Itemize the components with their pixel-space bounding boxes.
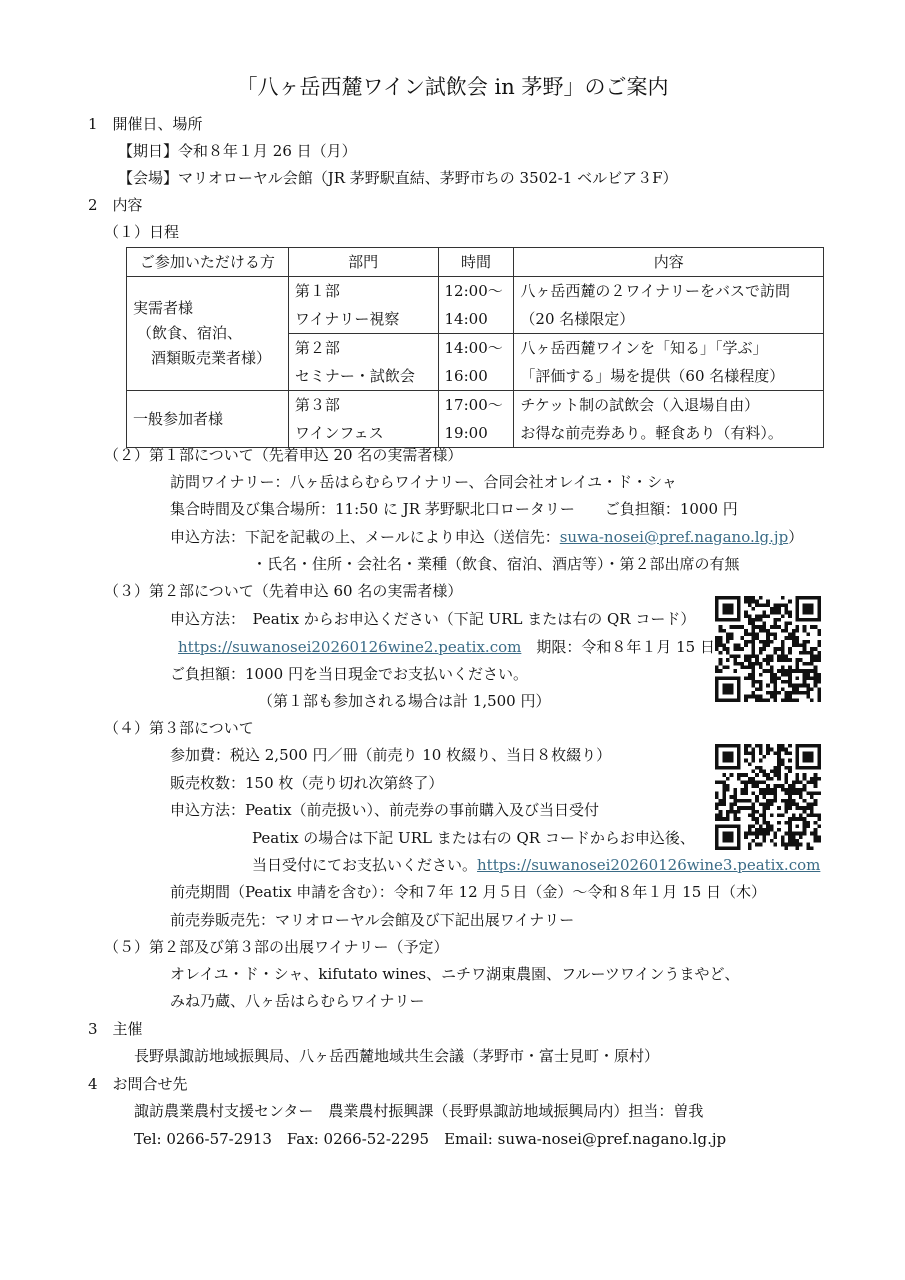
part3-presale-period: 前売期間（Peatix 申請を含む）：令和７年 12 月５日（金）〜令和８年１月 15 日（木） xyxy=(170,883,767,901)
part2-url-line xyxy=(178,637,715,657)
time-end: 16:00 xyxy=(444,367,488,385)
exhibitors-list-cont: みね乃蔵、八ヶ岳はらむらワイナリー xyxy=(170,992,425,1010)
part1-apply-close: ） xyxy=(788,528,804,546)
part3-apply: 申込方法：Peatix（前売扱い）、前売券の事前購入及び当日受付 xyxy=(170,801,600,819)
header-participants: ご参加いただける方 xyxy=(127,248,289,277)
department-desc: ワイナリー視察 xyxy=(294,310,400,328)
header-time: 時間 xyxy=(438,248,514,277)
time-cell xyxy=(438,391,514,448)
part1-heading: （２）第１部について（先着申込 20 名の実需者様） xyxy=(104,446,463,464)
page-title: 「八ヶ岳西麓ワイン試飲会 in 茅野」のご案内 xyxy=(236,75,669,99)
schedule-heading: （１）日程 xyxy=(104,223,180,241)
part1-apply xyxy=(170,527,803,547)
time-start: 12:00〜 xyxy=(444,282,503,300)
part2-fee-note: （第１部も参加される場合は計 1,500 円） xyxy=(258,692,551,710)
event-date: 【期日】令和８年１月 26 日（月） xyxy=(118,142,357,160)
part2-deadline: 期限：令和８年１月 15 日 xyxy=(521,638,715,656)
peatix-link-part2[interactable]: https://suwanosei20260126wine2.peatix.com xyxy=(178,638,522,656)
part3-apply-peatix: Peatix の場合は下記 URL または右の QR コードからお申込後、 xyxy=(252,829,695,847)
part1-meeting: 集合時間及び集合場所：11:50 に JR 茅野駅北口ロータリー ご負担額：1000 円 xyxy=(170,500,738,518)
participants-trade-line: （飲食、宿泊、 xyxy=(137,324,243,342)
content-line: 八ヶ岳西麓ワインを「知る」「学ぶ」 xyxy=(520,339,768,357)
schedule-table xyxy=(126,247,824,448)
event-venue: 【会場】マリオローヤル会館（JR 茅野駅直結、茅野市ちの 3502-1 ベルビア３F） xyxy=(118,169,678,187)
part3-quantity: 販売枚数：150 枚（売り切れ次第終了） xyxy=(170,774,444,792)
organizers: 長野県諏訪地域振興局、八ヶ岳西麓地域共生会議（茅野市・富士見町・原村） xyxy=(134,1047,660,1065)
time-end: 14:00 xyxy=(444,310,488,328)
qr-code-part3[interactable] xyxy=(715,744,821,850)
time-start: 17:00〜 xyxy=(444,396,503,414)
content-line: 八ヶ岳西麓の２ワイナリーをバスで訪問 xyxy=(520,282,790,300)
participants-trade-line: 酒類販売業者様） xyxy=(151,349,272,367)
part1-apply-items: ・氏名・住所・会社名・業種（飲食、宿泊、酒店等）・第２部出席の有無 xyxy=(252,555,740,573)
table-header-row xyxy=(127,248,824,277)
time-start: 14:00〜 xyxy=(444,339,503,357)
department-cell xyxy=(288,334,438,391)
content-cell xyxy=(514,334,824,391)
part1-wineries: 訪問ワイナリー：八ヶ岳はらむらワイナリー、合同会社オレイユ・ド・シャ xyxy=(170,473,677,491)
part2-apply: 申込方法： Peatix からお申込ください（下記 URL または右の QR コード） xyxy=(170,610,696,628)
part3-heading: （４）第３部について xyxy=(104,719,254,737)
content-line: お得な前売券あり。軽食あり（有料）。 xyxy=(520,424,783,442)
part1-apply-text: 申込方法：下記を記載の上、メールにより申込（送信先： xyxy=(170,528,560,546)
time-cell xyxy=(438,334,514,391)
part3-url-line xyxy=(252,855,820,875)
content-cell xyxy=(514,277,824,334)
part3-presale-venue: 前売券販売先：マリオローヤル会館及び下記出展ワイナリー xyxy=(170,911,575,929)
part3-fee: 参加費：税込 2,500 円／冊（前売り 10 枚綴り、当日８枚綴り） xyxy=(170,746,612,764)
part3-pay-note: 当日受付にてお支払いください。 xyxy=(252,856,478,874)
table-row xyxy=(127,391,824,448)
qr-code-part2[interactable] xyxy=(715,596,821,702)
content-line: チケット制の試飲会（入退場自由） xyxy=(520,396,760,414)
department-name: 第１部 xyxy=(294,282,340,300)
department-desc: セミナー・試飲会 xyxy=(294,367,415,385)
contact-dept: 諏訪農業農村支援センター 農業農村振興課（長野県諏訪地域振興局内）担当：曽我 xyxy=(134,1102,704,1120)
contact-details: Tel: 0266-57-2913 Fax: 0266-52-2295 Email: suwa-nosei@pref.nagano.lg.jp xyxy=(134,1130,727,1148)
header-department: 部門 xyxy=(288,248,438,277)
department-desc: ワインフェス xyxy=(294,424,384,442)
section-2-heading: 2 内容 xyxy=(88,196,143,214)
part2-fee: ご負担額：1000 円を当日現金でお支払いください。 xyxy=(170,665,528,683)
header-content: 内容 xyxy=(514,248,824,277)
section-4-heading: 4 お問合せ先 xyxy=(88,1075,188,1093)
exhibitors-heading: （５）第２部及び第３部の出展ワイナリー（予定） xyxy=(104,938,449,956)
exhibitors-list: オレイユ・ド・シャ、kifutato wines、ニチワ湖東農園、フルーツワインうまやど、 xyxy=(170,965,740,983)
department-name: 第３部 xyxy=(294,396,340,414)
time-end: 19:00 xyxy=(444,424,488,442)
email-link[interactable]: suwa-nosei@pref.nagano.lg.jp xyxy=(559,528,789,546)
department-name: 第２部 xyxy=(294,339,340,357)
section-3-heading: 3 主催 xyxy=(88,1020,143,1038)
participants-trade-line: 実需者様 xyxy=(133,299,194,317)
department-cell xyxy=(288,277,438,334)
time-cell xyxy=(438,277,514,334)
content-line: 「評価する」場を提供（60 名様程度） xyxy=(520,367,785,385)
peatix-link-part3[interactable]: https://suwanosei20260126wine3.peatix.com xyxy=(477,856,821,874)
section-1-heading: 1 開催日、場所 xyxy=(88,115,203,133)
part2-heading: （３）第２部について（先着申込 60 名の実需者様） xyxy=(104,582,463,600)
participants-general: 一般参加者様 xyxy=(127,391,289,448)
content-cell xyxy=(514,391,824,448)
participants-trade xyxy=(127,277,289,391)
content-line: （20 名様限定） xyxy=(520,310,635,328)
department-cell xyxy=(288,391,438,448)
table-row xyxy=(127,277,824,334)
